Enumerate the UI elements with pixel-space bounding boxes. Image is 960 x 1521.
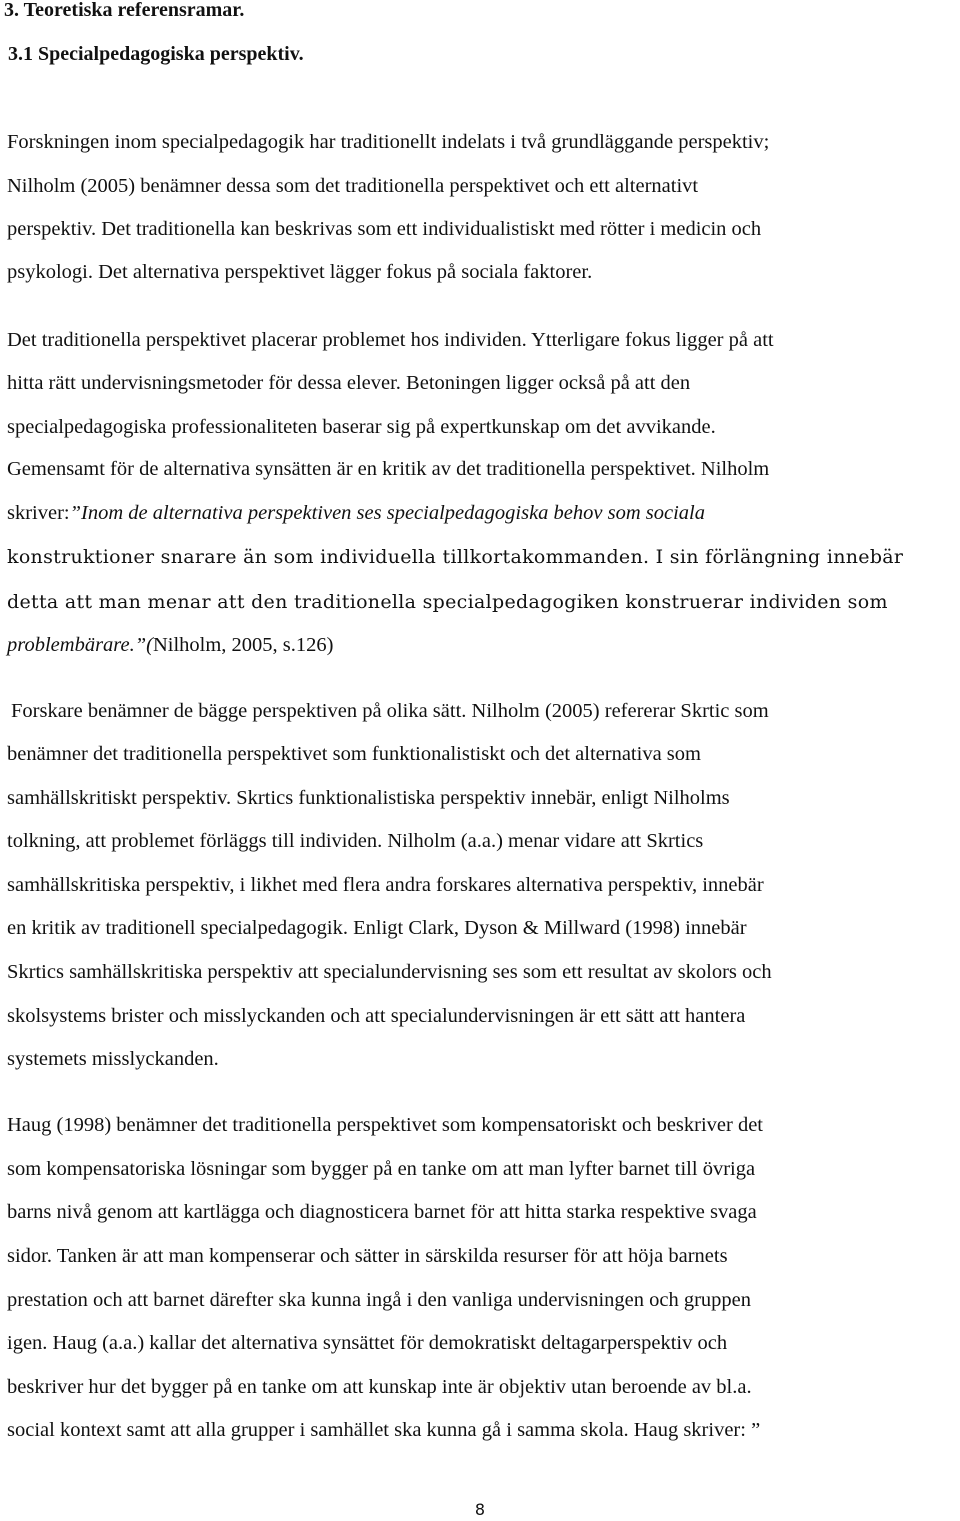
paragraph-line: skolsystems brister och misslyckanden och att specialundervisningen är ett sätt att hantera [7,1005,746,1027]
quote-prefix: skriver: [7,502,70,524]
quote-line: konstruktioner snarare än som individuella tillkortakommanden. I sin förlängning innebär [7,546,904,568]
paragraph-line: beskriver hur det bygger på en tanke om att kunskap inte är objektiv utan beroende av bl.a. [7,1376,752,1398]
paragraph-line: Skrtics samhällskritiska perspektiv att specialundervisning ses som ett resultat av skolors och [7,961,772,983]
paragraph-line: som kompensatoriska lösningar som bygger på en tanke om att man lyfter barnet till övriga [7,1158,756,1180]
quote-reference: Nilholm, 2005, s.126) [152,634,334,656]
paragraph-line: Forskningen inom specialpedagogik har traditionellt indelats i två grundläggande perspektiv; [7,131,770,153]
quote-line [7,500,705,526]
paragraph-line: Haug (1998) benämner det traditionella perspektivet som kompensatoriskt och beskriver det [7,1114,764,1136]
paragraph-line: sidor. Tanken är att man kompenserar och sätter in särskilda resurser för att höja barnets [7,1245,728,1267]
paragraph-line: psykologi. Det alternativa perspektivet lägger fokus på sociala faktorer. [7,261,593,283]
paragraph-line: Nilholm (2005) benämner dessa som det traditionella perspektivet och ett alternativt [7,175,699,197]
quote-italic-text: problembärare.”( [7,634,153,656]
paragraph-line: Det traditionella perspektivet placerar problemet hos individen. Ytterligare fokus ligger på att [7,329,774,351]
paragraph-line: prestation och att barnet därefter ska kunna ingå i den vanliga undervisningen och gruppen [7,1289,752,1311]
paragraph-line: hitta rätt undervisningsmetoder för dessa elever. Betoningen ligger också på att den [7,372,691,394]
quote-italic-text: ”Inom de alternativa perspektiven ses specialpedagogiska behov som sociala [69,502,705,524]
quote-line [7,632,334,658]
paragraph-line: tolkning, att problemet förläggs till individen. Nilholm (a.a.) menar vidare att Skrtics [7,830,704,852]
paragraph-line: systemets misslyckanden. [7,1048,219,1070]
subsection-heading: 3.1 Specialpedagogiska perspektiv. [8,43,304,65]
section-heading: 3. Teoretiska referensramar. [4,0,245,21]
paragraph-line: benämner det traditionella perspektivet som funktionalistiskt och det alternativa som [7,743,701,765]
page-number: 8 [474,1500,486,1519]
paragraph-line: social kontext samt att alla grupper i samhället ska kunna gå i samma skola. Haug skriver: ” [7,1419,761,1441]
paragraph-line: barns nivå genom att kartlägga och diagnosticera barnet för att hitta starka respektive svaga [7,1201,757,1223]
paragraph-line: samhällskritiska perspektiv, i likhet med flera andra forskares alternativa perspektiv, innebär [7,874,764,896]
paragraph-line: igen. Haug (a.a.) kallar det alternativa synsättet för demokratiskt deltagarperspektiv och [7,1332,728,1354]
paragraph-line: Forskare benämner de bägge perspektiven på olika sätt. Nilholm (2005) refererar Skrtic som [11,700,769,722]
paragraph-line: en kritik av traditionell specialpedagogik. Enligt Clark, Dyson & Millward (1998) innebär [7,917,747,939]
paragraph-line: Gemensamt för de alternativa synsätten är en kritik av det traditionella perspektivet. Nilholm [7,458,770,480]
paragraph-line: specialpedagogiska professionaliteten baserar sig på expertkunskap om det avvikande. [7,416,716,438]
paragraph-line: samhällskritiskt perspektiv. Skrtics funktionalistiska perspektiv innebär, enligt Nilholms [7,787,730,809]
quote-line: detta att man menar att den traditionella specialpedagogiken konstruerar individen som [7,591,888,613]
paragraph-line: perspektiv. Det traditionella kan beskrivas som ett individualistiskt med rötter i medicin och [7,218,762,240]
